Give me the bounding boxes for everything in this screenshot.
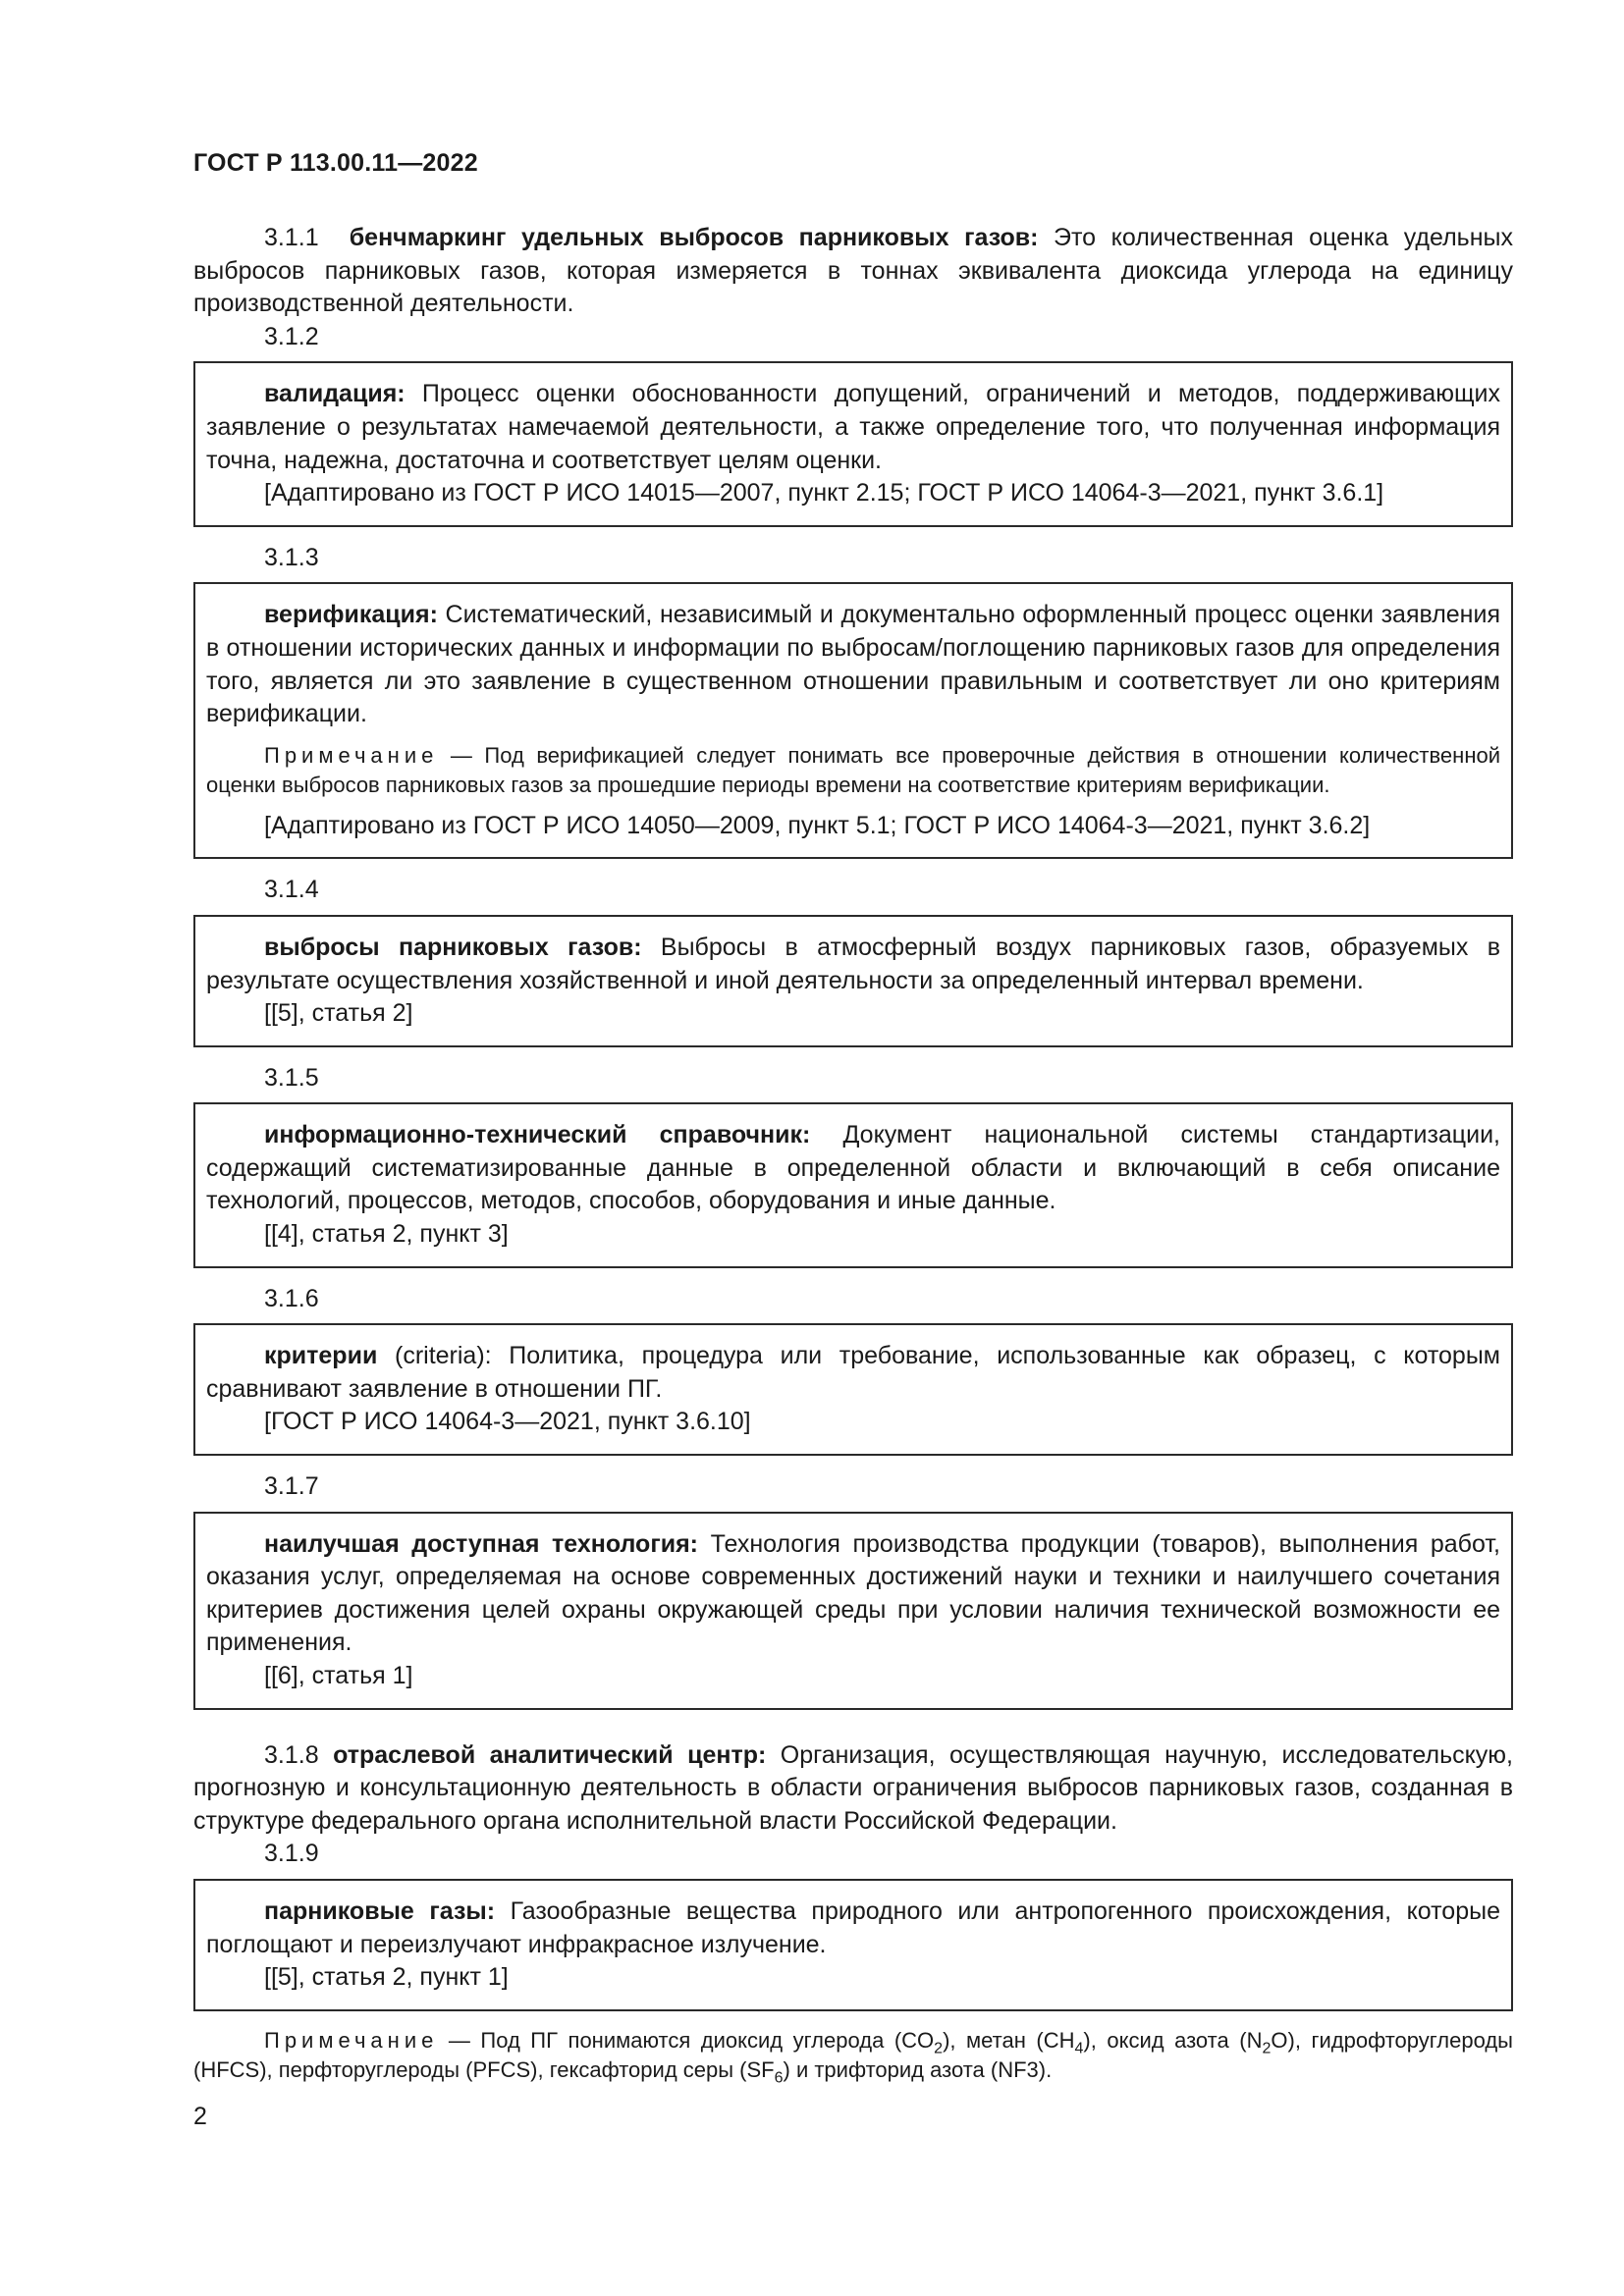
term-box-3-1-4 <box>193 915 1513 1047</box>
term-definition: Организация, осуществляющая научную, исследовательскую, прогнозную и консультационную деятельность в области ограничения выбросов парниковых газов, созданная в структуре федерального органа исполнительной власти Российской Федерации. <box>193 1740 1514 1835</box>
term-definition: валидация: Процесс оценки обоснованности допущений, ограничений и методов, поддерживающих заявление о результатах намечаемой деятельности, а также определение того, что полученная информация точна, надежна, достаточна и соответствует целям оценки. <box>206 380 1501 474</box>
term-source: [[5], статья 2] <box>264 999 413 1028</box>
term-source: [Адаптировано из ГОСТ Р ИСО 14050—2009, пункт 5.1; ГОСТ Р ИСО 14064-3—2021, пункт 3.6.2] <box>264 811 1371 839</box>
term-number: 3.1.8 <box>264 1740 319 1769</box>
term-definition: критерии (criteria): Политика, процедура или требование, использованные как образец, с которым сравнивают заявление в отношении ПГ. <box>206 1342 1500 1403</box>
term-number: 3.1.2 <box>264 322 319 350</box>
term-number: 3.1.5 <box>264 1063 319 1092</box>
term-number: 3.1.7 <box>264 1472 319 1501</box>
term-note: Примечание — Под верификацией следует понимать все проверочные действия в отношении количественной оценки выбросов парниковых газов за прошедшие периоды времени на соответствие критериям верификации. <box>206 742 1500 797</box>
term-title: наилучшая доступная технология: <box>264 1529 699 1558</box>
term-title: отраслевой аналитический центр: <box>333 1740 767 1769</box>
term-number: 3.1.1 <box>264 224 319 251</box>
term-title: критерии <box>264 1342 378 1370</box>
note-label: Примечание <box>264 2027 439 2053</box>
term-number: 3.1.6 <box>264 1284 319 1312</box>
term-number: 3.1.4 <box>264 876 319 904</box>
term-source: [[5], статья 2, пункт 1] <box>264 1963 509 1992</box>
term-title: парниковые газы: <box>264 1896 496 1925</box>
term-box-3-1-7 <box>193 1512 1513 1710</box>
term-definition: выбросы парниковых газов: Выбросы в атмосферный воздух парниковых газов, образуемых в результате осуществления хозяйственной и иной деятельности за определенный интервал времени. <box>206 933 1501 994</box>
term-box-3-1-2 <box>193 361 1513 526</box>
final-note: Примечание — Под ПГ понимаются диоксид углерода $(CO_2)$, метан $(CH_4)$, оксид азота $(N_2O)$, гидрофторуглероды (HFCS), перфторуглероды (PFCS), гексафторид серы $(SF_6)$ и трифторид азота (NF3). <box>193 2027 1513 2087</box>
term-3-1-8 <box>193 1739 1513 1839</box>
term-box-3-1-9 <box>193 1879 1513 2011</box>
term-source: [ГОСТ Р ИСО 14064-3—2021, пункт 3.6.10] <box>264 1408 751 1436</box>
term-number: 3.1.9 <box>264 1840 319 1868</box>
document-header-title: ГОСТ Р 113.00.11—2022 <box>193 149 478 177</box>
term-box-3-1-6 <box>193 1323 1513 1456</box>
term-title: информационно-технический справочник: <box>264 1121 811 1149</box>
term-definition: Это количественная оценка удельных выбросов парниковых газов, которая измеряется в тоннах эквивалента диоксида углерода на единицу производственной деятельности. <box>193 224 1513 318</box>
term-definition: информационно-технический справочник: Документ национальной системы стандартизации, содержащий систематизированные данные в определенной области и включающий в себя описание технологий, процессов, методов, способов, оборудования и иные данные. <box>206 1121 1501 1215</box>
page-number: 2 <box>193 2103 207 2130</box>
note-label: Примечание <box>264 742 439 768</box>
term-3-1-1 <box>193 222 1513 321</box>
term-source: [[4], статья 2, пункт 3] <box>264 1220 509 1249</box>
term-box-3-1-5 <box>193 1102 1513 1267</box>
term-english: (criteria) <box>377 1342 485 1370</box>
term-definition: верификация: Систематический, независимый и документально оформленный процесс оценки заявления в отношении исторических данных и информации по выбросам/поглощению парниковых газов для определения того, является ли это заявление в существенном отношении правильным и соответствует ли оно критериям верификации. <box>206 601 1500 728</box>
term-number: 3.1.3 <box>264 543 319 571</box>
term-title: бенчмаркинг удельных выбросов парниковых газов: <box>349 224 1039 251</box>
term-definition: наилучшая доступная технология: Технология производства продукции (товаров), выполнения работ, оказания услуг, определяемая на основе современных достижений науки и техники и наилучшего сочетания критериев достижения целей охраны окружающей среды при условии наличия технической возможности ее применения. <box>206 1529 1500 1657</box>
term-definition: парниковые газы: Газообразные вещества природного или антропогенного происхождения, которые поглощают и переизлучают инфракрасное излучение. <box>206 1896 1500 1958</box>
term-title: валидация: <box>264 380 406 408</box>
term-title: верификация: <box>264 601 438 629</box>
term-source: [[6], статья 1] <box>264 1662 413 1689</box>
document-body <box>193 222 1513 2085</box>
term-source: [Адаптировано из ГОСТ Р ИСО 14015—2007, пункт 2.15; ГОСТ Р ИСО 14064-3—2021, пункт 3.6.1] <box>264 479 1384 507</box>
term-title: выбросы парниковых газов: <box>264 933 642 961</box>
term-box-3-1-3 <box>193 582 1513 859</box>
